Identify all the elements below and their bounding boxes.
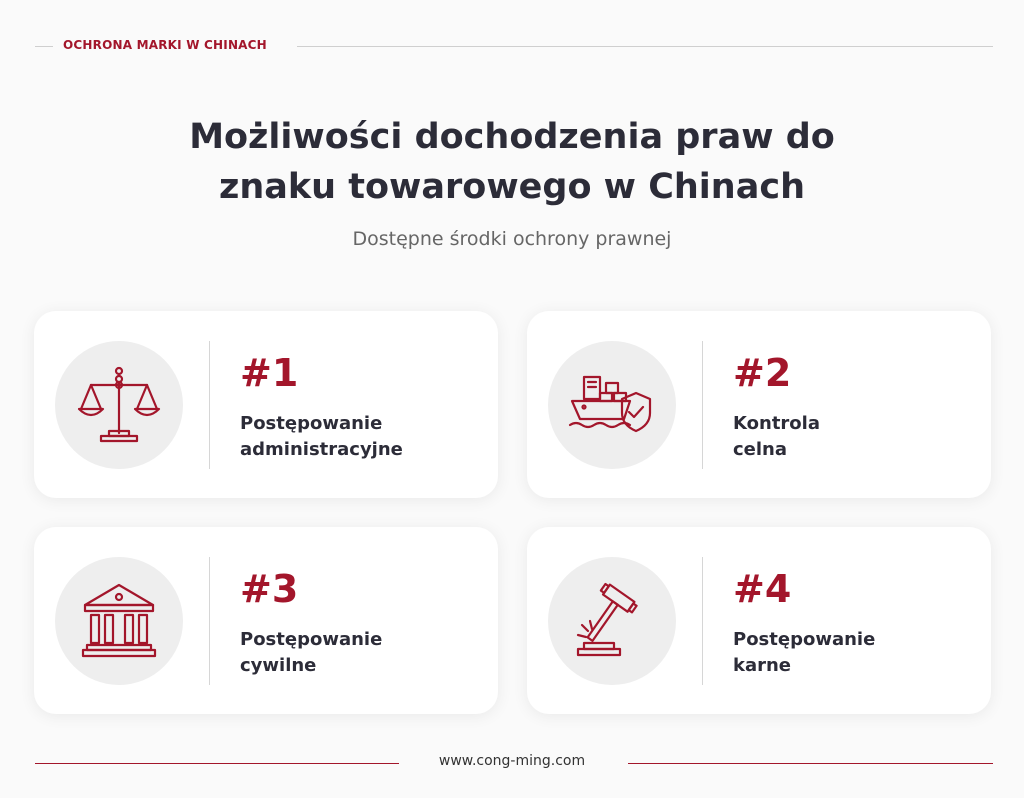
card-label-line-2: administracyjne: [240, 439, 403, 460]
header-divider-left: [35, 46, 53, 47]
title-line-2: znaku towarowego w Chinach: [219, 167, 805, 207]
card-number: #1: [240, 351, 299, 395]
icon-circle: [55, 341, 183, 469]
header-divider-right: [297, 46, 993, 47]
card-divider: [702, 341, 703, 469]
card-label-line-2: karne: [733, 655, 792, 676]
page-subtitle: Dostępne środki ochrony prawnej: [352, 228, 672, 250]
gavel-icon: [564, 573, 660, 669]
card-4: [527, 527, 991, 714]
card-label-line-1: Postępowanie: [240, 629, 383, 650]
card-label-line-2: cywilne: [240, 655, 317, 676]
card-2: [527, 311, 991, 498]
card-1: [34, 311, 498, 498]
cargo-ship-shield-icon: [562, 355, 662, 455]
scales-icon: [71, 357, 167, 453]
card-label: [733, 627, 875, 679]
card-3: [34, 527, 498, 714]
icon-circle: [548, 557, 676, 685]
card-divider: [702, 557, 703, 685]
icon-circle: [55, 557, 183, 685]
card-divider: [209, 341, 210, 469]
card-label-line-1: Postępowanie: [733, 629, 876, 650]
card-label-line-2: celna: [733, 439, 788, 460]
card-number: #2: [733, 351, 792, 395]
card-number: #4: [733, 567, 792, 611]
footer-divider-right: [628, 763, 993, 764]
card-label: [240, 411, 403, 463]
card-label-line-1: Postępowanie: [240, 413, 383, 434]
title-line-1: Możliwości dochodzenia praw do: [189, 117, 835, 157]
page-title: [0, 112, 1024, 212]
footer-url[interactable]: www.cong-ming.com: [438, 753, 586, 769]
card-number: #3: [240, 567, 299, 611]
card-label-line-1: Kontrola: [733, 413, 820, 434]
icon-circle: [548, 341, 676, 469]
card-label: [240, 627, 382, 679]
card-divider: [209, 557, 210, 685]
header-label: OCHRONA MARKI W CHINACH: [63, 38, 267, 52]
card-label: [733, 411, 820, 463]
courthouse-icon: [71, 573, 167, 669]
